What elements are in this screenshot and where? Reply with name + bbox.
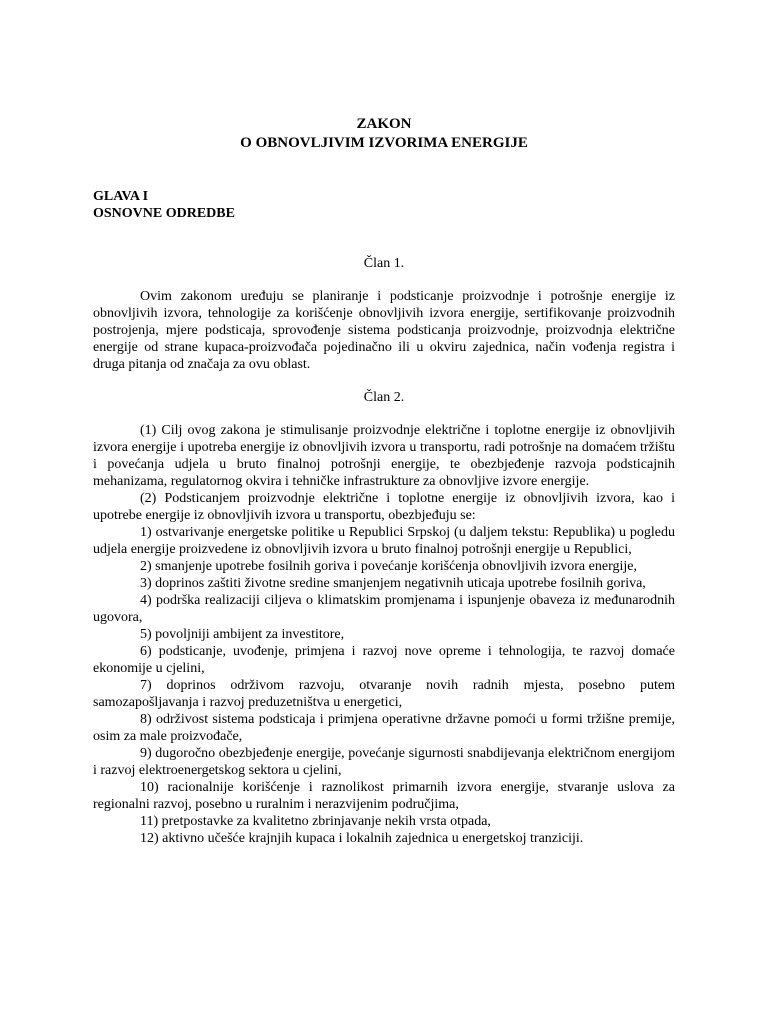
article-paragraph: Ovim zakonom uređuju se planiranje i podsticanje proizvodnje i potrošnje energije iz obnovljivih izvora, tehnologije za korišćenje obnovljivih izvora energije, sertifikovanje proizvodnih postrojenja, mjere podsticaja, sprovođenje sistema podsticanja proizvodnje, proizvodnja električne energije od strane kupaca-proizvođača pojedinačno ili u okviru zajednica, način vođenja registra i druga pitanja od značaja za ovu oblast. xyxy=(93,289,675,372)
list-item: 9) dugoročno obezbjeđenje energije, povećanje sigurnosti snabdijevanja električnom energijom i razvoj elektroenergetskog sektora u cjelini, xyxy=(93,746,675,778)
list-item: 3) doprinos zaštiti životne sredine smanjenjem negativnih uticaja upotrebe fosilnih goriva, xyxy=(140,576,646,591)
list-item: 5) povoljniji ambijent za investitore, xyxy=(140,627,345,642)
chapter-number: GLAVA I xyxy=(93,189,149,204)
list-item: 1) ostvarivanje energetske politike u Republici Srpskoj (u daljem tekstu: Republika) u pogledu udjela energije proizvedene iz obnovljivih izvora u bruto finalnoj potrošnji energije u Republici, xyxy=(93,525,675,557)
article-1-body xyxy=(93,288,675,373)
article-paragraph: (2) Podsticanjem proizvodnje električne i toplotne energije iz obnovljivih izvora, kao i upotrebe energije iz obnovljivih izvora u transportu, obezbjeđuju se: xyxy=(93,491,675,523)
article-2-body xyxy=(93,422,675,847)
list-item: 6) podsticanje, uvođenje, primjena i razvoj nove opreme i tehnologija, te razvoj domaće ekonomije u cjelini, xyxy=(93,644,675,676)
law-subtitle: O OBNOVLJIVIM IZVORIMA ENERGIJE xyxy=(240,135,528,151)
list-item: 4) podrška realizaciji ciljeva o klimatskim promjenama i ispunjenje obaveza iz međunarodnih ugovora, xyxy=(93,593,675,625)
article-paragraph: (1) Cilj ovog zakona je stimulisanje proizvodnje električne i toplotne energije iz obnovljivih izvora energije i upotreba energije iz obnovljivih izvora u transportu, radi potrošnje na domaćem tržištu i povećanja udjela u bruto finalnoj potrošnji energije, te obezbjeđenje razvoja podsticajnih mehanizama, regulatornog okvira i tehničke infrastrukture za obnovljive izvore energije. xyxy=(93,423,675,489)
article-2-heading: Član 2. xyxy=(363,390,405,405)
article-1-heading: Član 1. xyxy=(363,256,405,271)
list-item: 12) aktivno učešće krajnjih kupaca i lokalnih zajednica u energetskoj tranziciji. xyxy=(140,831,584,846)
chapter-title: OSNOVNE ODREDBE xyxy=(93,206,235,221)
list-item: 7) doprinos održivom razvoju, otvaranje novih radnih mjesta, posebno putem samozapošljavanja i razvoj preduzetništva u energetici, xyxy=(93,678,675,710)
law-title: ZAKON xyxy=(356,116,412,132)
list-item: 8) održivost sistema podsticaja i primjena operativne državne pomoći u formi tržišne premije, osim za male proizvođače, xyxy=(93,712,675,744)
list-item: 2) smanjenje upotrebe fosilnih goriva i povećanje korišćenja obnovljivih izvora energije, xyxy=(140,559,637,574)
list-item: 11) pretpostavke za kvalitetno zbrinjavanje nekih vrsta otpada, xyxy=(140,814,491,829)
list-item: 10) racionalnije korišćenje i raznolikost primarnih izvora energije, stvaranje uslova za regionalni razvoj, posebno u ruralnim i nerazvijenim područjima, xyxy=(93,780,675,812)
